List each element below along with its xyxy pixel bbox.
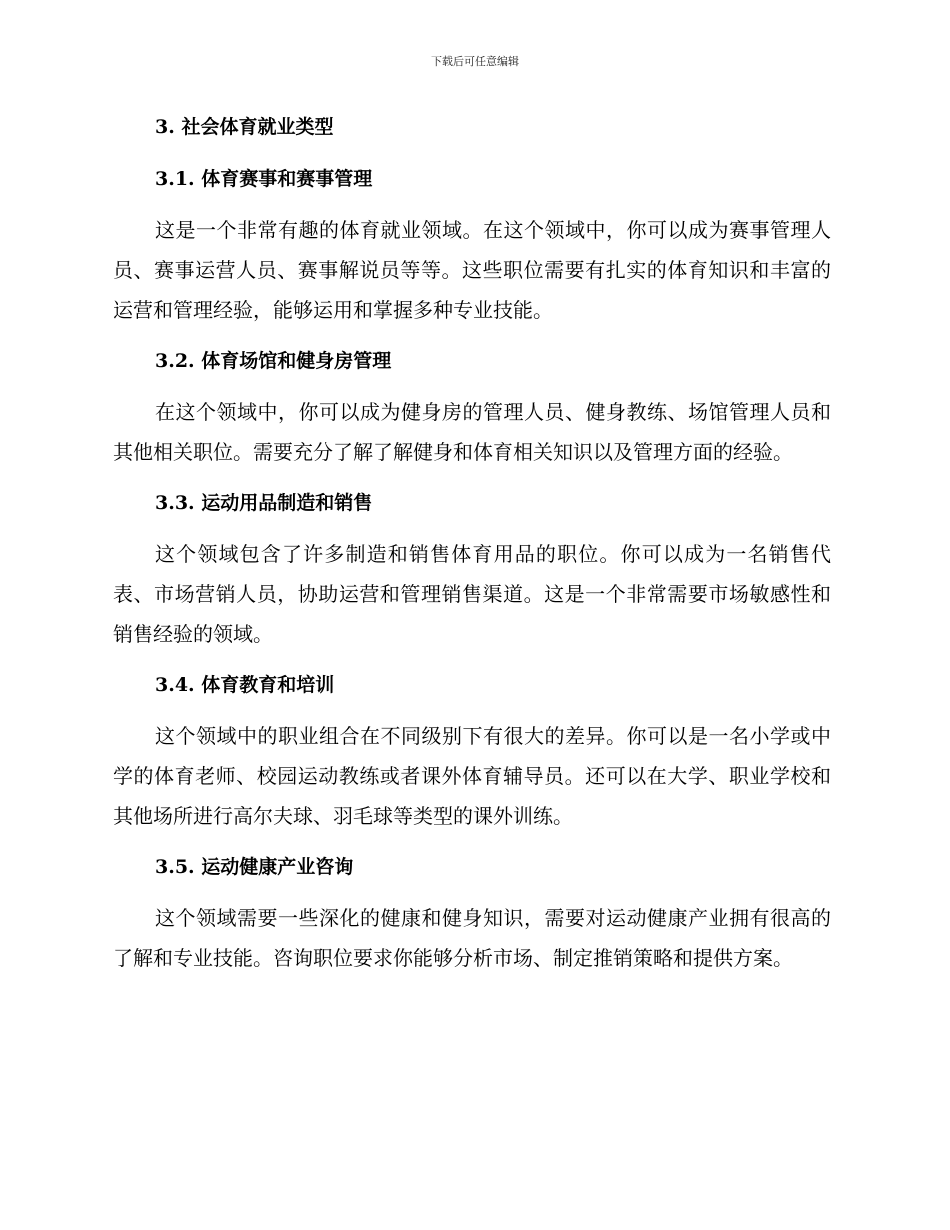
section-title: 3. 社会体育就业类型 [155,116,334,138]
subsection-body-3-1: 这是一个非常有趣的体育就业领域。在这个领域中，你可以成为赛事管理人员、赛事运营人员、赛事解说员等等。这些职位需要有扎实的体育知识和丰富的运营和管理经验，能够运用和掌握多种专业技能。 [113,218,831,322]
document-body [113,110,831,992]
subsection-body-3-4: 这个领域中的职业组合在不同级别下有很大的差异。你可以是一名小学或中学的体育老师、校园运动教练或者课外体育辅导员。还可以在大学、职业学校和其他场所进行高尔夫球、羽毛球等类型的课外训练。 [113,724,831,828]
subsection-body-3-3: 这个领域包含了许多制造和销售体育用品的职位。你可以成为一名销售代表、市场营销人员，协助运营和管理销售渠道。这是一个非常需要市场敏感性和销售经验的领域。 [113,542,831,646]
subsection-heading-3-4: 3.4. 体育教育和培训 [155,674,335,696]
subsection-heading-3-2: 3.2. 体育场馆和健身房管理 [155,350,392,372]
subsection-heading-3-1: 3.1. 体育赛事和赛事管理 [155,168,373,190]
subsection-heading-3-5: 3.5. 运动健康产业咨询 [155,856,354,878]
subsection-body-3-5: 这个领域需要一些深化的健康和健身知识，需要对运动健康产业拥有很高的了解和专业技能。咨询职位要求你能够分析市场、制定推销策略和提供方案。 [113,906,831,970]
subsection-heading-3-3: 3.3. 运动用品制造和销售 [155,492,373,514]
subsection-body-3-2: 在这个领域中，你可以成为健身房的管理人员、健身教练、场馆管理人员和其他相关职位。需要充分了解了解健身和体育相关知识以及管理方面的经验。 [113,400,831,464]
page-header: 下载后可任意编辑 [431,55,519,68]
